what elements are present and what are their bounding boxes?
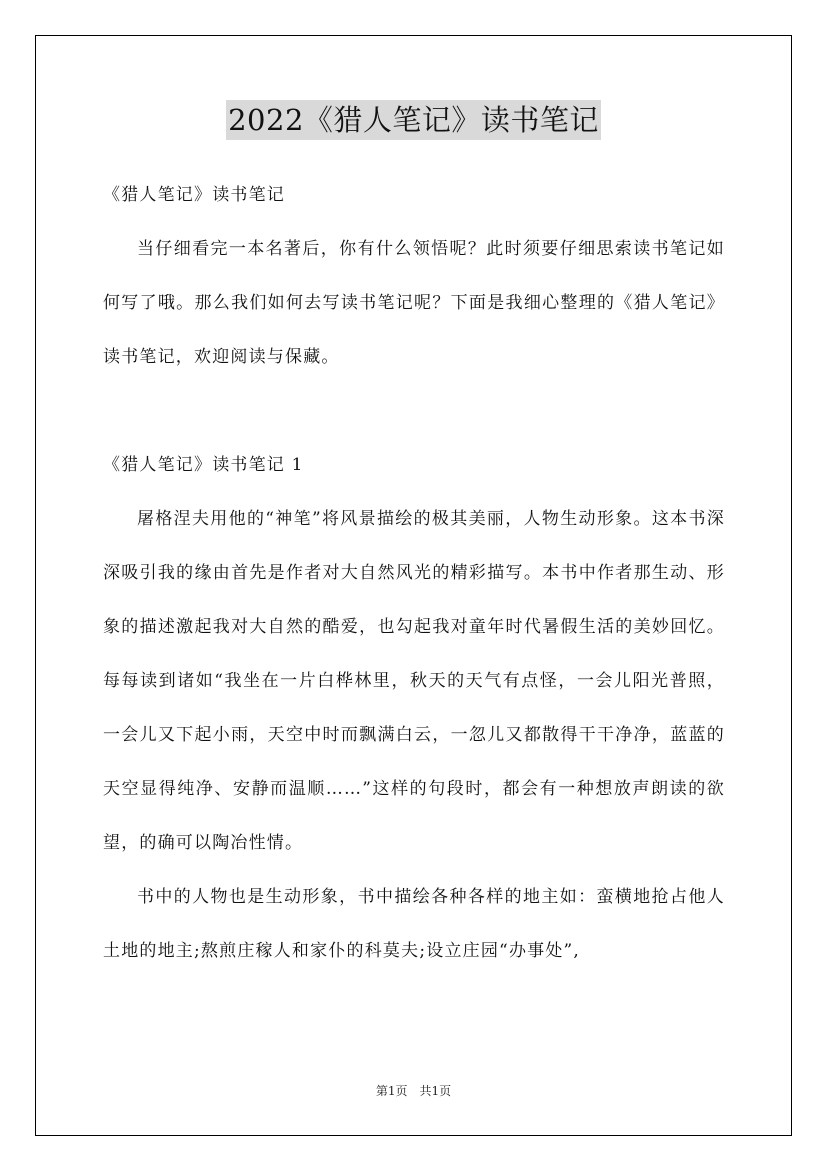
intro-heading: 《猎人笔记》读书笔记	[103, 185, 285, 205]
section-heading: 《猎人笔记》读书笔记 1	[103, 455, 304, 475]
intro-paragraph: 当仔细看完一本名著后，你有什么领悟呢？此时须要仔细思索读书笔记如何写了哦。那么我们如何去写读书笔记呢？下面是我细心整理的《猎人笔记》读书笔记，欢迎阅读与保藏。	[103, 239, 725, 367]
body-paragraph-2: 书中的人物也是生动形象，书中描绘各种各样的地主如：蛮横地抢占他人土地的地主;熬煎庄稼人和家仆的科莫夫;设立庄园“办事处”,	[103, 887, 725, 961]
body-paragraph-1: 屠格涅夫用他的“神笔”将风景描绘的极其美丽，人物生动形象。这本书深深吸引我的缘由首先是作者对大自然风光的精彩描写。本书中作者那生动、形象的描述激起我对大自然的酷爱，也勾起我对童年时代暑假生活的美妙回忆。每每读到诸如“我坐在一片白桦林里，秋天的天气有点怪，一会儿阳光普照，一会儿又下起小雨，天空中时而飘满白云，一忽儿又都散得干干净净，蓝蓝的天空显得纯净、安静而温顺……”这样的句段时，都会有一种想放声朗读的欲望，的确可以陶冶性情。	[103, 509, 725, 853]
document-body	[103, 168, 725, 978]
page-footer: 第1页 共1页	[375, 1084, 452, 1098]
title-wrap	[0, 100, 827, 140]
document-title: 2022《猎人笔记》读书笔记	[226, 100, 601, 140]
